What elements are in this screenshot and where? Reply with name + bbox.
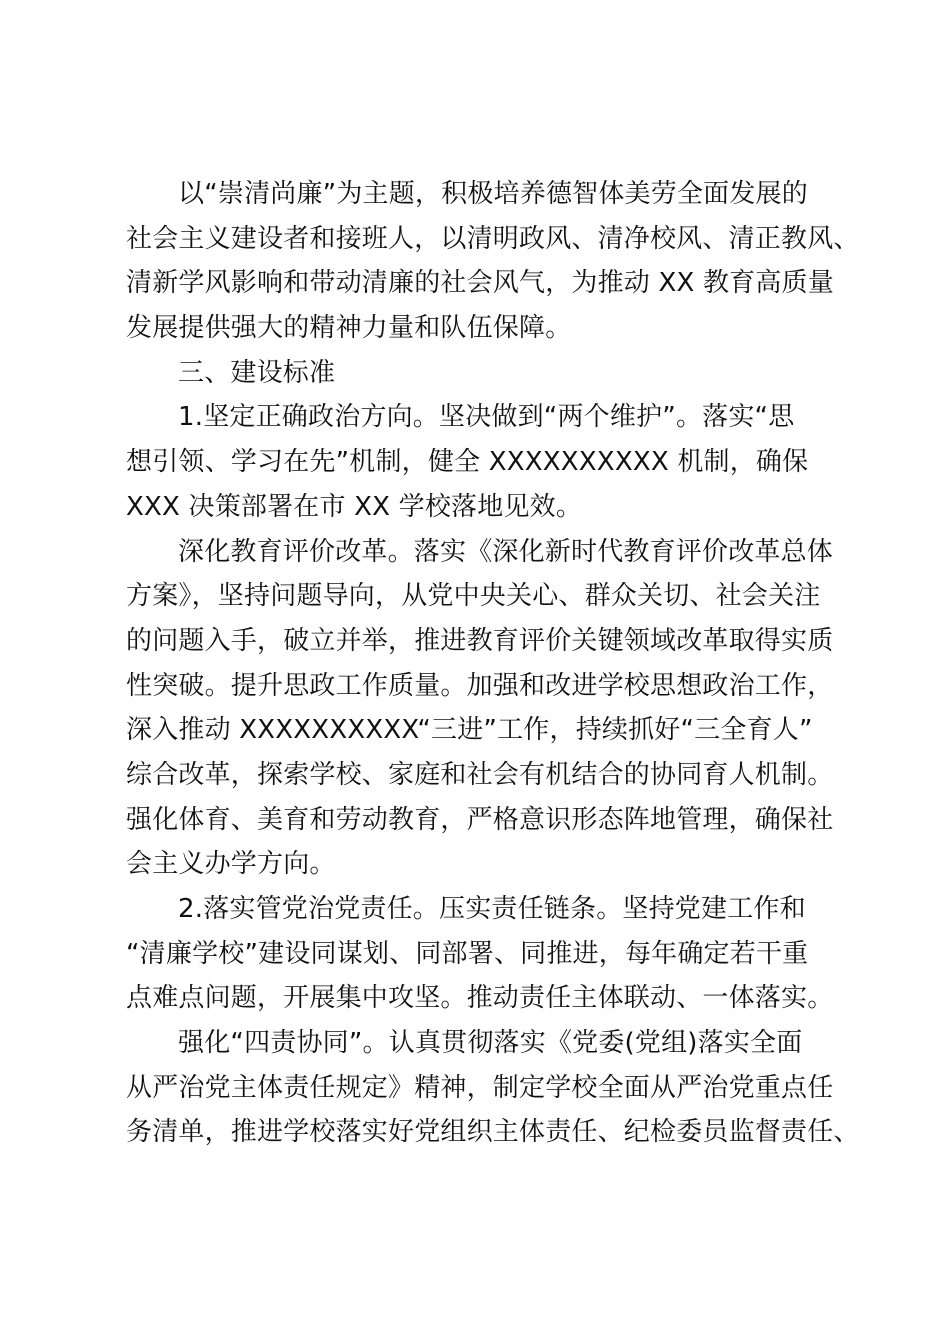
- paragraph-line: 清新学风影响和带动清廉的社会风气，为推动 XX 教育高质量: [126, 268, 834, 299]
- paragraph-line: 点难点问题，开展集中攻坚。推动责任主体联动、一体落实。: [126, 983, 834, 1014]
- paragraph-line: 综合改革，探索学校、家庭和社会有机结合的协同育人机制。: [126, 759, 834, 790]
- section-heading: 三、建设标准: [178, 357, 336, 388]
- paragraph-line: XXX 决策部署在市 XX 学校落地见效。: [126, 491, 583, 522]
- paragraph-line: 以“崇清尚廉”为主题，积极培养德智体美劳全面发展的: [178, 179, 808, 209]
- paragraph-line: 强化体育、美育和劳动教育，严格意识形态阵地管理，确保社: [126, 804, 834, 835]
- paragraph-line: 想引领、学习在先”机制，健全 XXXXXXXXXX 机制，确保: [126, 447, 809, 478]
- paragraph-line: 从严治党主体责任规定》精神，制定学校全面从严治党重点任: [126, 1072, 834, 1103]
- document-body: [126, 172, 860, 1155]
- paragraph-line: 务清单，推进学校落实好党组织主体责任、纪检委员监督责任、: [126, 1117, 860, 1148]
- paragraph-line: 1.坚定正确政治方向。坚决做到“两个维护”。落实“思: [178, 402, 795, 433]
- paragraph-line: 强化“四责协同”。认真贯彻落实《党委(党组)落实全面: [178, 1028, 803, 1059]
- paragraph-line: 社会主义建设者和接班人，以清明政风、清净校风、清正教风、: [126, 223, 860, 254]
- paragraph-line: 发展提供强大的精神力量和队伍保障。: [126, 313, 572, 344]
- paragraph-line: “清廉学校”建设同谋划、同部署、同推进，每年确定若干重: [126, 938, 809, 969]
- paragraph-line: 性突破。提升思政工作质量。加强和改进学校思想政治工作，: [126, 670, 834, 701]
- paragraph-line: 深入推动 XXXXXXXXXX“三进”工作，持续抓好“三全育人”: [126, 715, 813, 746]
- paragraph-line: 2.落实管党治党责任。压实责任链条。坚持党建工作和: [178, 894, 806, 924]
- paragraph-line: 的问题入手，破立并举，推进教育评价关键领域改革取得实质: [126, 625, 834, 656]
- paragraph-line: 深化教育评价改革。落实《深化新时代教育评价改革总体: [178, 536, 834, 567]
- paragraph-line: 方案》，坚持问题导向，从党中央关心、群众关切、社会关注: [126, 581, 821, 612]
- paragraph-line: 会主义办学方向。: [126, 849, 336, 880]
